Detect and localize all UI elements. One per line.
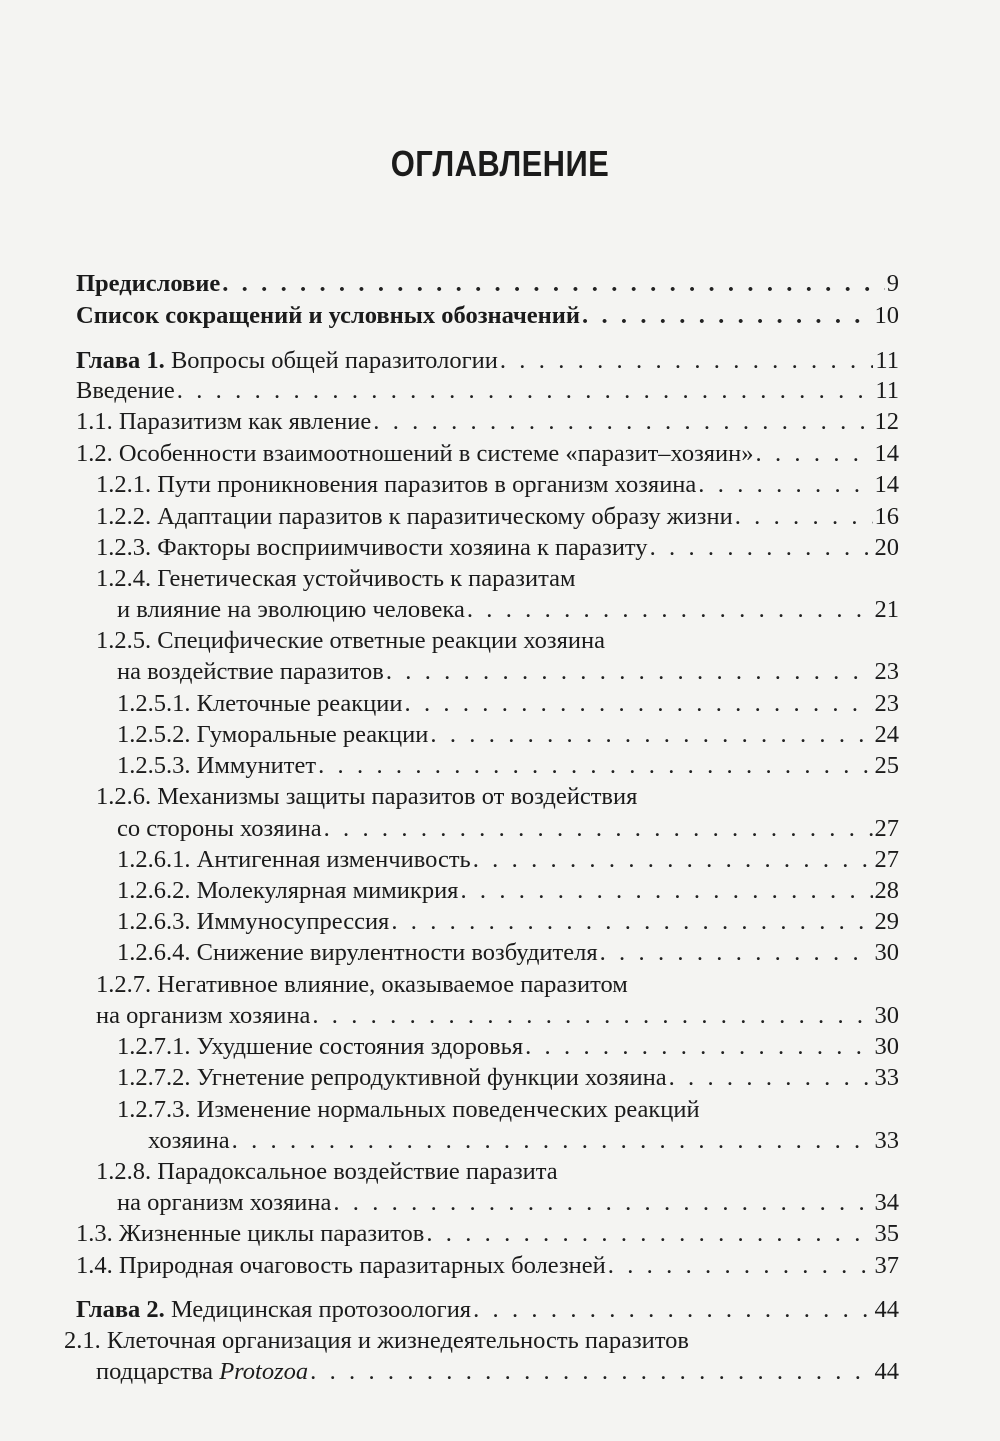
leader-dots: [386, 656, 873, 688]
taxon-name: Protozoa: [219, 1358, 309, 1385]
toc-entry-continuation[interactable]: [0, 1000, 1000, 1032]
toc-entry-page: 27: [874, 815, 899, 842]
leader-dots: [608, 1250, 873, 1282]
toc-entry-title: 2.1. Клеточная организация и жизнедеятельность паразитов: [64, 1327, 689, 1354]
toc-entry-title: 1.2.2. Адаптации паразитов к паразитическому образу жизни: [96, 503, 733, 530]
leader-dots: [391, 906, 872, 938]
leader-dots: [318, 750, 872, 782]
toc-entry-title: 1.2.7.1. Ухудшение состояния здоровья: [117, 1033, 524, 1060]
leader-dots: [650, 532, 873, 564]
toc-entry[interactable]: [0, 969, 1000, 1001]
toc-entry-page: 29: [874, 908, 899, 935]
toc-entry-title-cont: на организм хозяина: [117, 1189, 332, 1216]
toc-entry[interactable]: [0, 563, 1000, 595]
leader-dots: [582, 300, 873, 332]
leader-dots: [426, 1218, 872, 1250]
toc-entry-page: 20: [874, 534, 899, 561]
toc-entry-page: 25: [874, 752, 899, 779]
toc-entry-page: 21: [874, 596, 899, 623]
toc-entry-continuation[interactable]: [0, 1356, 1000, 1388]
toc-entry-continuation[interactable]: [0, 1187, 1000, 1219]
toc-entry-page: 12: [874, 408, 899, 435]
toc-entry-page: 9: [886, 270, 899, 297]
toc-entry-title: 1.1. Паразитизм как явление: [76, 408, 372, 435]
leader-dots: [460, 875, 872, 907]
chapter-label: Глава 1.: [76, 347, 165, 374]
toc-entry-title: 1.2.6.4. Снижение вирулентности возбудителя: [117, 939, 598, 966]
toc-entry-page: 33: [874, 1064, 899, 1091]
leader-dots: [177, 375, 874, 407]
toc-entry[interactable]: [0, 1325, 1000, 1357]
toc-entry[interactable]: [0, 501, 1000, 533]
toc-chapter[interactable]: [0, 345, 1000, 377]
toc-entry-title: 1.2.5. Специфические ответные реакции хозяина: [96, 627, 605, 654]
toc-entry-title: Предисловие: [76, 270, 221, 297]
toc-entry-title: 1.2.3. Факторы восприимчивости хозяина к паразиту: [96, 534, 648, 561]
toc-entry-page: 14: [874, 471, 899, 498]
toc-entry[interactable]: [0, 268, 1000, 300]
toc-entry-continuation[interactable]: [0, 1125, 1000, 1157]
toc-entry[interactable]: [0, 469, 1000, 501]
toc-entry[interactable]: [0, 1094, 1000, 1126]
toc-entry[interactable]: [0, 1156, 1000, 1188]
toc-entry[interactable]: [0, 406, 1000, 438]
toc-entry[interactable]: [0, 532, 1000, 564]
toc-entry[interactable]: [0, 688, 1000, 720]
toc-entry-page: 23: [874, 658, 899, 685]
toc-entry-page: 23: [874, 690, 899, 717]
toc-entry-title-cont: подцарства: [96, 1358, 220, 1385]
toc-entry-page: 34: [874, 1189, 899, 1216]
toc-entry-page: 30: [874, 1033, 899, 1060]
toc-entry-title-cont: и влияние на эволюцию человека: [117, 596, 465, 623]
leader-dots: [467, 594, 873, 626]
toc-entry[interactable]: [0, 1062, 1000, 1094]
toc-entry[interactable]: [0, 875, 1000, 907]
leader-dots: [232, 1125, 873, 1157]
toc-entry[interactable]: [0, 375, 1000, 407]
toc-entry[interactable]: [0, 1031, 1000, 1063]
toc-entry-title: 1.2.8. Парадоксальное воздействие паразита: [96, 1158, 558, 1185]
toc-entry-page: 33: [874, 1127, 899, 1154]
chapter-label: Глава 2.: [76, 1296, 165, 1323]
leader-dots: [373, 406, 872, 438]
toc-entry-page: 11: [875, 377, 899, 404]
toc-entry-title-cont: на воздействие паразитов: [117, 658, 384, 685]
toc-entry-page: 27: [874, 846, 899, 873]
toc-entry[interactable]: [0, 781, 1000, 813]
leader-dots: [430, 719, 872, 751]
toc-entry-title: 1.2. Особенности взаимоотношений в системе «паразит–хозяин»: [76, 440, 754, 467]
toc-entry-title: 1.2.6.1. Антигенная изменчивость: [117, 846, 471, 873]
leader-dots: [669, 1062, 873, 1094]
leader-dots: [310, 1356, 872, 1388]
toc-entry-page: 10: [874, 302, 899, 329]
toc-entry-page: 24: [874, 721, 899, 748]
toc-entry-title: Медицинская протозоология: [164, 1296, 472, 1323]
toc-entry-title: Список сокращений и условных обозначений: [76, 302, 580, 329]
toc-entry-page: 16: [874, 503, 899, 530]
toc-entry-title: 1.2.1. Пути проникновения паразитов в организм хозяина: [96, 471, 697, 498]
toc-entry-title: 1.2.7. Негативное влияние, оказываемое паразитом: [96, 971, 628, 998]
toc-entry-title: 1.3. Жизненные циклы паразитов: [76, 1220, 425, 1247]
toc-entry[interactable]: [0, 438, 1000, 470]
toc-entry-title-cont: со стороны хозяина: [117, 815, 322, 842]
toc-entry-title: 1.2.5.3. Иммунитет: [117, 752, 317, 779]
toc-entry-title: 1.2.7.3. Изменение нормальных поведенческих реакций: [117, 1096, 700, 1123]
toc-entry[interactable]: [0, 937, 1000, 969]
leader-dots: [600, 937, 873, 969]
toc-entry-page: 30: [874, 939, 899, 966]
toc-entry-continuation[interactable]: [0, 656, 1000, 688]
toc-entry-title: 1.2.7.2. Угнетение репродуктивной функции хозяина: [117, 1064, 667, 1091]
leader-dots: [312, 1000, 872, 1032]
toc-entry[interactable]: [0, 625, 1000, 657]
toc-entry-page: 44: [874, 1358, 899, 1385]
toc-entry[interactable]: [0, 300, 1000, 332]
toc-chapter[interactable]: [0, 1294, 1000, 1326]
leader-dots: [698, 469, 872, 501]
leader-dots: [500, 345, 874, 377]
toc-entry-title: Вопросы общей паразитологии: [164, 347, 498, 374]
toc-entry-title-cont: на организм хозяина: [96, 1002, 311, 1029]
toc-entry-title: 1.2.6.2. Молекулярная мимикрия: [117, 877, 459, 904]
toc-entry-title: 1.4. Природная очаговость паразитарных болезней: [76, 1252, 606, 1279]
toc-entry-page: 11: [875, 347, 899, 374]
toc-entry-title: 1.2.5.1. Клеточные реакции: [117, 690, 403, 717]
leader-dots: [473, 1294, 872, 1326]
toc-entry[interactable]: [0, 844, 1000, 876]
toc-entry[interactable]: [0, 906, 1000, 938]
toc-entry[interactable]: [0, 750, 1000, 782]
toc-entry-page: 14: [874, 440, 899, 467]
leader-dots: [473, 844, 873, 876]
toc-entry[interactable]: [0, 1218, 1000, 1250]
toc-entry[interactable]: [0, 1250, 1000, 1282]
toc-entry-continuation[interactable]: [0, 813, 1000, 845]
leader-dots: [324, 813, 873, 845]
toc-entry-page: 30: [874, 1002, 899, 1029]
toc-entry-title: 1.2.6. Механизмы защиты паразитов от воздействия: [96, 783, 638, 810]
toc-entry-continuation[interactable]: [0, 594, 1000, 626]
toc-entry-title: Введение: [76, 377, 175, 404]
page-title: ОГЛАВЛЕНИЕ: [390, 143, 610, 184]
leader-dots: [333, 1187, 872, 1219]
leader-dots: [405, 688, 873, 720]
toc-entry-page: 44: [874, 1296, 899, 1323]
toc-entry-title: 1.2.4. Генетическая устойчивость к паразитам: [96, 565, 576, 592]
toc-entry-page: 28: [874, 877, 899, 904]
leader-dots: [735, 501, 873, 533]
leader-dots: [756, 438, 873, 470]
toc-entry-page: 35: [874, 1220, 899, 1247]
leader-dots: [525, 1031, 872, 1063]
toc-entry-title: 1.2.6.3. Иммуносупрессия: [117, 908, 390, 935]
leader-dots: [222, 268, 885, 300]
toc-entry[interactable]: [0, 719, 1000, 751]
toc-entry-title: 1.2.5.2. Гуморальные реакции: [117, 721, 429, 748]
toc-entry-page: 37: [874, 1252, 899, 1279]
toc-entry-title-cont: хозяина: [148, 1127, 230, 1154]
